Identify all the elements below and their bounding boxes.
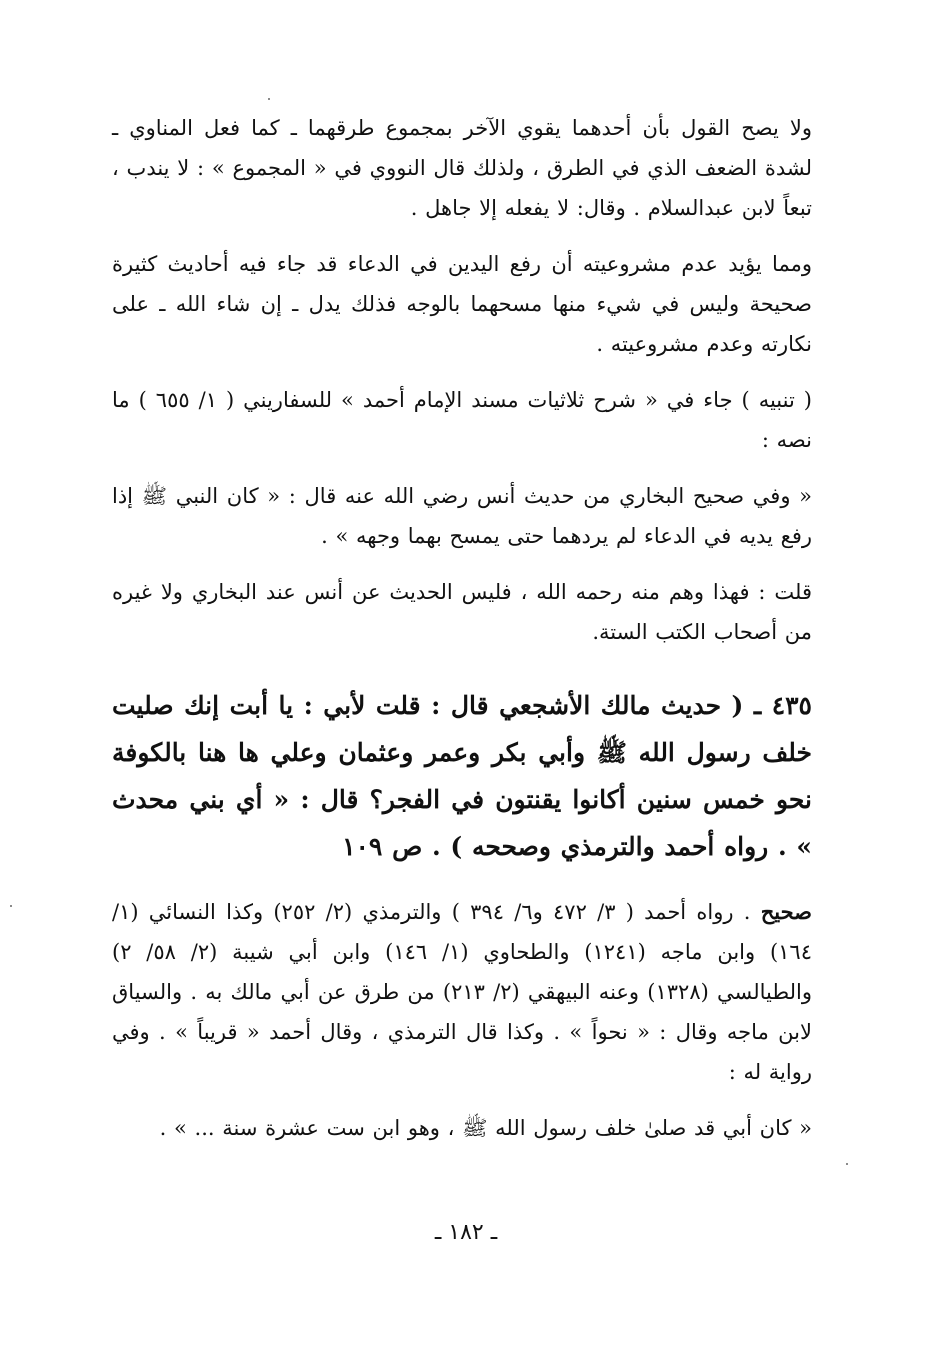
grading-text: . رواه أحمد ( ٣/ ٤٧٢ و٦/ ٣٩٤ ) والترمذي (٢/ ٢٥٢) وكذا النسائي (١/ ١٦٤) وابن ماجه (١٢٤١) والطحاوي (١/ ١٤٦) وابن أبي شيبة (٢/ ٥٨/ ٢) والطيالسي (١٣٢٨) وعنه البيهقي (٢/ ٢١٣) من طرق عن أبي مالك به . والسياق لابن ماجه وقال : « نحواً » . وكذا قال الترمذي ، وقال أحمد « قريباً » . وفي رواية له :	[112, 900, 812, 1084]
page-body	[112, 108, 812, 1164]
page-number: ـ ١٨٢ ـ	[434, 1220, 498, 1245]
riwaya-quote: « كان أبي قد صلىٰ خلف رسول الله ﷺ ، وهو ابن ست عشرة سنة ... » .	[159, 1116, 812, 1140]
paragraph-qultu-note: قلت : فهذا وهم منه رحمه الله ، فليس الحديث عن أنس عند البخاري ولا غيره من أصحاب الكتب الستة.	[112, 580, 812, 644]
grading-paragraph	[112, 892, 812, 1092]
hadith-435-text: ٤٣٥ ـ ( حديث مالك الأشجعي قال : قلت لأبي : يا أبت إنك صليت خلف رسول الله ﷺ وأبي بكر وعمر وعثمان وعلي ها هنا بالكوفة نحو خمس سنين أكانوا يقنتون في الفجر؟ قال : « أي بني محدث » . رواه أحمد والترمذي وصححه ) . ص ١٠٩	[112, 691, 812, 861]
scan-speck	[846, 1163, 848, 1165]
paragraph-bukhari-quote: « وفي صحيح البخاري من حديث أنس رضي الله عنه قال : « كان النبي ﷺ إذا رفع يديه في الدعاء لم يردهما حتى يمسح بهما وجهه » .	[112, 484, 812, 548]
scan-speck	[268, 98, 270, 100]
grading-lead: صحيح	[760, 899, 812, 924]
scan-speck	[10, 905, 12, 907]
paragraph-not-prescribed: ومما يؤيد عدم مشروعيته أن رفع اليدين في الدعاء قد جاء فيه أحاديث كثيرة صحيحة وليس في شيء منها مسحهما بالوجه فذلك يدل ـ إن شاء الله ـ على نكارته وعدم مشروعيته .	[112, 252, 812, 356]
paragraph-tanbih: ( تنبيه ) جاء في « شرح ثلاثيات مسند الإمام أحمد » للسفاريني ( ١/ ٦٥٥ ) ما نصه :	[112, 388, 812, 452]
paragraph-masaha-weakness: ولا يصح القول بأن أحدهما يقوي الآخر بمجموع طرقهما ـ كما فعل المناوي ـ لشدة الضعف الذي في الطرق ، ولذلك قال النووي في « المجموع » : لا يندب ، تبعاً لابن عبدالسلام . وقال: لا يفعله إلا جاهل .	[112, 116, 812, 220]
